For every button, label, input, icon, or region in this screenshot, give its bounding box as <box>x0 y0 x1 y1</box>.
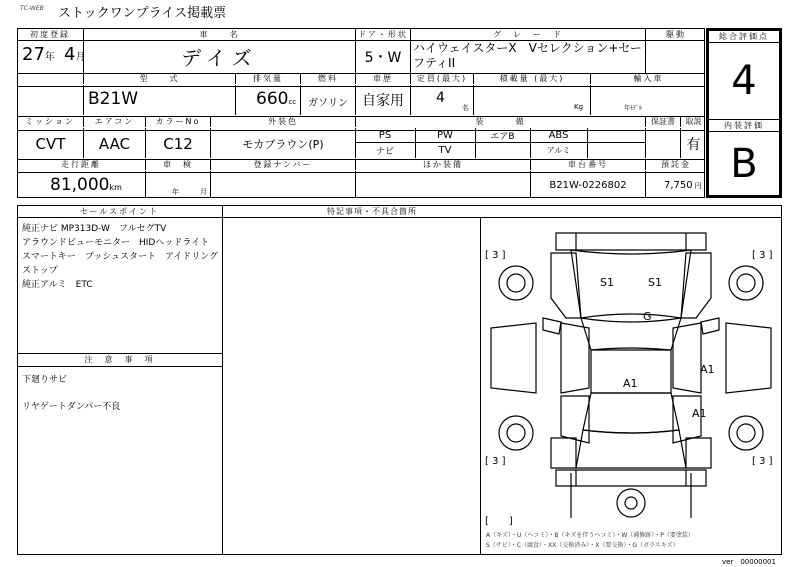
grade-line1: ハイウェイスターX Vセレクション+セー <box>413 41 642 55</box>
mileage-number: 81,000 <box>50 175 110 195</box>
equip-airbag: エアB <box>490 131 515 142</box>
overall-score: 4 <box>731 58 757 104</box>
fuel-label: 燃料 <box>300 73 355 84</box>
mark-s1-right: S1 <box>648 276 662 289</box>
equip-ps: PS <box>378 129 392 141</box>
sales-line: アラウンドビューモニター HIDヘッドライト <box>22 238 210 248</box>
sales-line: 純正ナビ MP313D-W フルセグTV <box>22 224 167 234</box>
drive-label: 駆動 <box>645 29 706 40</box>
equip-blank <box>475 143 530 158</box>
special-title: 特記事項・不具合箇所 <box>327 207 417 216</box>
reg-year-unit: 年 <box>44 52 55 63</box>
mission-value: CVT <box>35 134 66 153</box>
sales-line: 純正アルミ ETC <box>22 280 93 290</box>
exterior-label: 外装色 <box>210 116 355 127</box>
equip-abs: ABS <box>548 129 569 141</box>
sales-list <box>22 222 220 292</box>
interior-label: 内装評価 <box>709 119 779 132</box>
price-number: 7,750 <box>664 180 693 191</box>
warranty-label: 保証書 <box>645 116 680 127</box>
grade-value <box>413 41 645 71</box>
history-label: 車歴 <box>355 73 410 84</box>
mark-g: G <box>643 310 652 323</box>
price-label: 預託金 <box>645 159 706 170</box>
spare-tire: [ ] <box>485 516 513 527</box>
load-label: 積載量 (最大) <box>473 73 590 84</box>
tire-fr: [ 3 ] <box>752 250 773 261</box>
model-value: B21W <box>88 89 139 109</box>
notes-list <box>22 373 220 415</box>
load-unit: Kg <box>574 103 584 111</box>
note-line: 下廻りサビ <box>22 375 68 385</box>
insp-month-unit: 月 <box>200 188 207 196</box>
insp-year-unit: 年 <box>172 188 179 196</box>
tire-rl: [ 3 ] <box>485 456 506 467</box>
car-name-value: デイズ <box>181 46 258 70</box>
door-shape-value: 5・W <box>364 49 402 66</box>
door-label: ドア・形状 <box>355 29 410 40</box>
price-value <box>664 180 702 191</box>
grade-label: グ レ ー ド <box>410 29 645 40</box>
manual-label: 取説 <box>680 116 706 127</box>
aircon-label: エアコン <box>83 116 145 127</box>
mark-a1-right-bottom: A1 <box>692 407 707 420</box>
note-line: リヤゲートダンパー不良 <box>22 402 121 412</box>
version-label: ver 00000001 <box>722 558 776 566</box>
color-no-label: カラーNo <box>145 116 210 127</box>
aircon-value: AAC <box>98 134 131 153</box>
model-label: 型 式 <box>83 73 235 84</box>
legend-line1: A（キズ）・U（ヘコミ）・B（キズを伴うヘコミ）・W（補修跡）・P（要塗装） <box>486 532 694 539</box>
fuel-value: ガソリン <box>308 98 348 109</box>
plate-label: 登録ナンバー <box>210 159 355 170</box>
displacement-value <box>256 89 296 109</box>
capacity-value: 4 <box>436 90 445 106</box>
overall-label: 総合評価点 <box>709 31 779 43</box>
reg-month: 4 <box>64 44 76 65</box>
chassis-label: 車台番号 <box>530 159 645 170</box>
capacity-unit: 名 <box>462 104 469 112</box>
first-reg-label: 初度登録 <box>30 30 70 39</box>
mileage-value <box>50 175 122 195</box>
mileage-label: 走行距離 <box>61 160 101 169</box>
mark-a1-center: A1 <box>623 377 638 390</box>
chassis-value: B21W-0226802 <box>549 179 627 191</box>
mileage-unit: km <box>109 183 122 192</box>
manual-value: 有 <box>686 136 701 153</box>
notes-title: 注 意 事 項 <box>84 355 155 364</box>
capacity-label: 定員(最大) <box>410 73 473 84</box>
reg-month-unit: 月 <box>75 52 86 63</box>
history-value: 自家用 <box>362 93 404 109</box>
reg-year: 27 <box>22 44 45 65</box>
displacement-label: 排気量 <box>235 73 300 84</box>
equipment-label: 装 備 <box>355 116 645 127</box>
equip-tv: TV <box>438 145 452 156</box>
grade-line2: フティII <box>413 56 456 70</box>
equipment-grid <box>355 128 645 158</box>
car-damage-diagram <box>481 218 781 528</box>
page-title: ストックワンプライス掲載票 <box>58 6 227 21</box>
equip-navi: ナビ <box>375 147 394 157</box>
inspection-label: 車 検 <box>145 159 210 170</box>
drive-value <box>646 40 706 73</box>
other-equip-label: ほか装備 <box>355 159 530 170</box>
logo: TC-WEB <box>20 5 44 12</box>
sales-line: スマートキー プッシュスタート アイドリングストップ <box>22 252 219 276</box>
score-panel <box>706 28 782 198</box>
mark-s1-left: S1 <box>600 276 614 289</box>
note-line <box>22 388 220 400</box>
mark-a1-right-top: A1 <box>700 363 715 376</box>
tire-fl: [ 3 ] <box>485 250 506 261</box>
import-label: 輸入車 <box>590 73 706 84</box>
warranty-value <box>646 129 680 158</box>
displacement-number: 660 <box>256 89 289 109</box>
import-unit: 年ﾓﾃﾞﾙ <box>624 105 643 112</box>
sales-title: セールスポイント <box>79 207 160 216</box>
exterior-value: モカブラウン(P) <box>242 137 324 151</box>
tire-rr: [ 3 ] <box>752 456 773 467</box>
equip-alumi: アルミ <box>546 146 571 155</box>
first-reg-value <box>22 44 85 65</box>
legend-line2: S（サビ）・C（腐食）・XX（交換済み）・X（要交換）・G（ガラスキズ） <box>486 542 679 549</box>
price-unit: 円 <box>694 182 702 190</box>
displacement-unit: cc <box>288 98 297 106</box>
equip-pw: PW <box>437 129 453 141</box>
interior-score: B <box>730 141 758 187</box>
color-no-value: C12 <box>163 134 193 153</box>
car-name-label: 車 名 <box>83 29 355 40</box>
mission-label: ミッション <box>25 117 75 126</box>
